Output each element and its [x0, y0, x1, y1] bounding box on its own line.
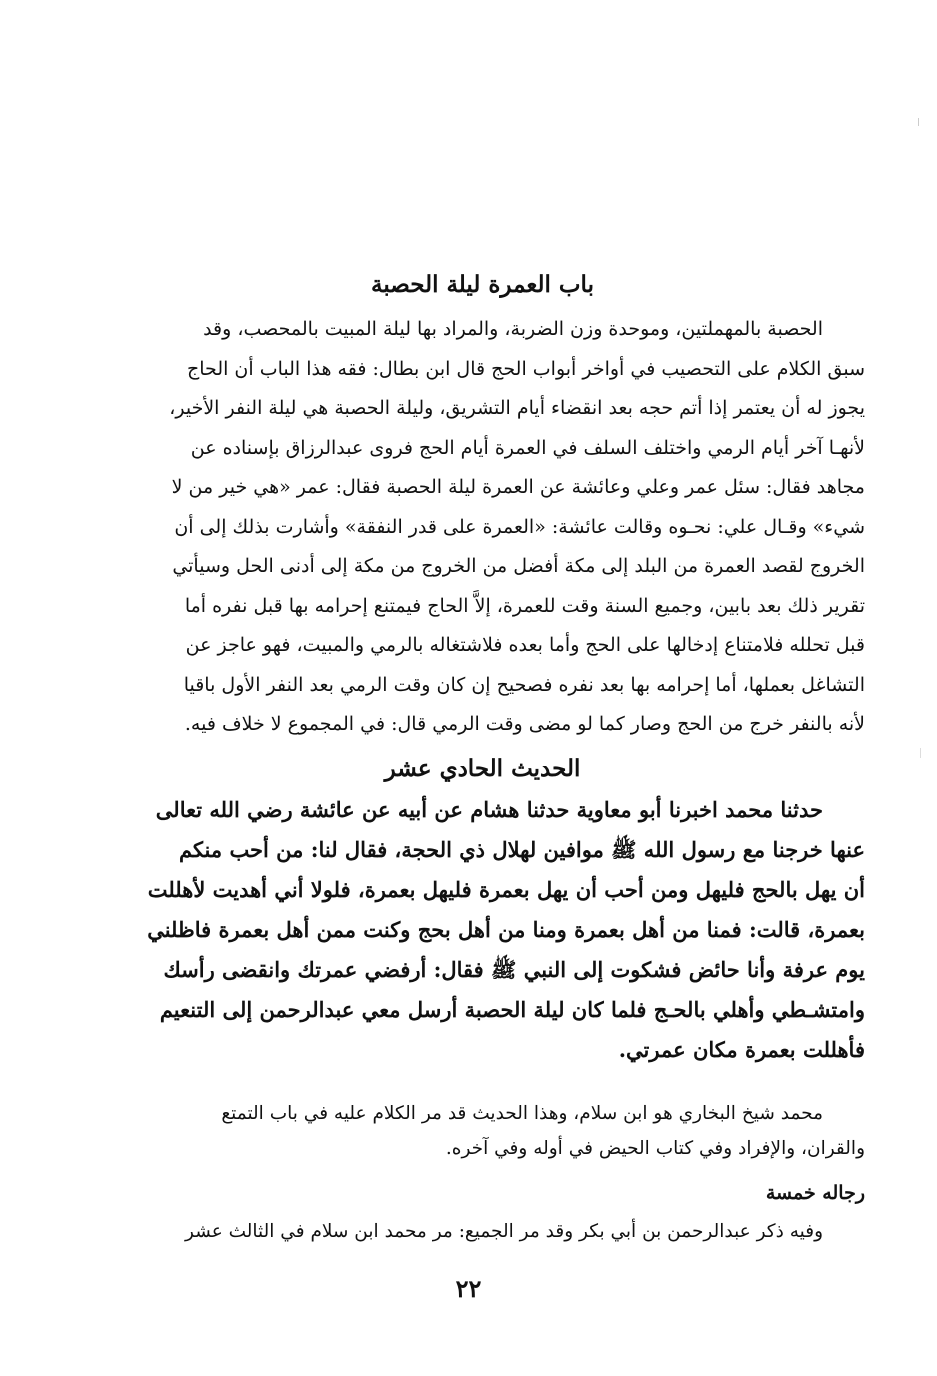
scan-speck	[918, 118, 919, 126]
text-line: عنها خرجنا مع رسول الله ﷺ موافين لهلال ذي الحجة، فقال لنا: من أحب منكم	[178, 837, 865, 862]
hadith-title: الحديث الحادي عشر	[384, 755, 581, 782]
text-line: الخروج لقصد العمرة من البلد إلى مكة أفضل من الخروج من مكة إلى أدنى الحل وسيأتي	[172, 555, 865, 577]
text-line: وامتشـطي وأهلي بالحـج فلما كان ليلة الحصبة أرسل معي عبدالرحمن إلى التنعيم	[159, 997, 865, 1022]
text-line: قبل تحلله فلامتناع إدخالها على الحج وأما بعده فلاشتغاله بالرمي والمبيت، فهو عاجز عن	[185, 634, 865, 656]
narrators-paragraph	[100, 1214, 865, 1249]
narrators-heading: رجاله خمسة	[765, 1182, 865, 1204]
text-line: لأنه بالنفر خرج من الحج وصار كما لو مضى وقت الرمي قال: في المجموع لا خلاف فيه.	[184, 713, 865, 735]
text-line: التشاغل بعملها، أما إحرامه بها بعد نفره فصحيح إن كان وقت الرمي بعد النفر الأول باقيا	[183, 673, 865, 696]
text-line: وفيه ذكر عبدالرحمن بن أبي بكر وقد مر الجميع: مر محمد ابن سلام في الثالث عشر	[184, 1221, 823, 1242]
text-line: محمد شيخ البخاري هو ابن سلام، وهذا الحديث قد مر الكلام عليه في باب التمتع	[221, 1103, 823, 1124]
text-line: حدثنا محمد اخبرنا أبو معاوية حدثنا هشام عن أبيه عن عائشة رضي الله تعالى	[155, 797, 823, 822]
narrator-note	[100, 1096, 865, 1166]
text-line: تقرير ذلك بعد بابين، وجميع السنة وقت للعمرة، إلاَّ الحاج فيمتنع إحرامه بها قبل نفره أما	[184, 594, 865, 617]
text-line: لأنهـا آخر أيام الرمي واختلف السلف في العمرة أيام الحج فروى عبدالرزاق بإسناده عن	[190, 436, 865, 459]
text-line: مجاهد فقال: سئل عمر وعلي وعائشة عن العمرة ليلة الحصبة فقال: عمر «هي خير من لا	[171, 476, 865, 498]
text-line: سبق الكلام على التحصيب في أواخر أبواب الحج قال ابن بطال: فقه هذا الباب أن الحاج	[187, 357, 865, 380]
text-line: بعمرة، قالت: فمنا من أهل بعمرة ومنا من أهل بحج وكنت ممن أهل بعمرة فاظلني	[147, 917, 865, 942]
text-line: يجوز له أن يعتمر إذا أتم حجه بعد انقضاء أيام التشريق، وليلة الحصبة هي ليلة النفر الأخير،	[169, 397, 865, 419]
text-line: الحصبة بالمهملتين، وموحدة وزن الضربة، والمراد بها ليلة المبيت بالمحصب، وقد	[203, 318, 823, 340]
page-number: ٢٢	[455, 1274, 482, 1303]
text-line: شيء» وقـال علي: نحـوه وقالت عائشة: «العمرة على قدر النفقة» وأشارت بذلك إلى أن	[174, 515, 865, 538]
commentary-paragraph	[100, 310, 865, 745]
text-line: يوم عرفة وأنا حائض فشكوت إلى النبي ﷺ فقال: أرفضي عمرتك وانقضى رأسك	[163, 957, 865, 982]
scan-speck	[920, 748, 921, 758]
text-line: أن يهل بالحج فليهل ومن أحب أن يهل بعمرة فليهل بعمرة، فلولا أني أهديت لأهللت	[147, 877, 865, 902]
chapter-title: باب العمرة ليلة الحصبة	[371, 271, 594, 298]
text-line: والقران، والإفراد وفي كتاب الحيض في أوله وفي آخره.	[445, 1138, 865, 1159]
text-line: فأهللت بعمرة مكان عمرتي.	[618, 1037, 865, 1062]
hadith-text	[100, 790, 865, 1070]
